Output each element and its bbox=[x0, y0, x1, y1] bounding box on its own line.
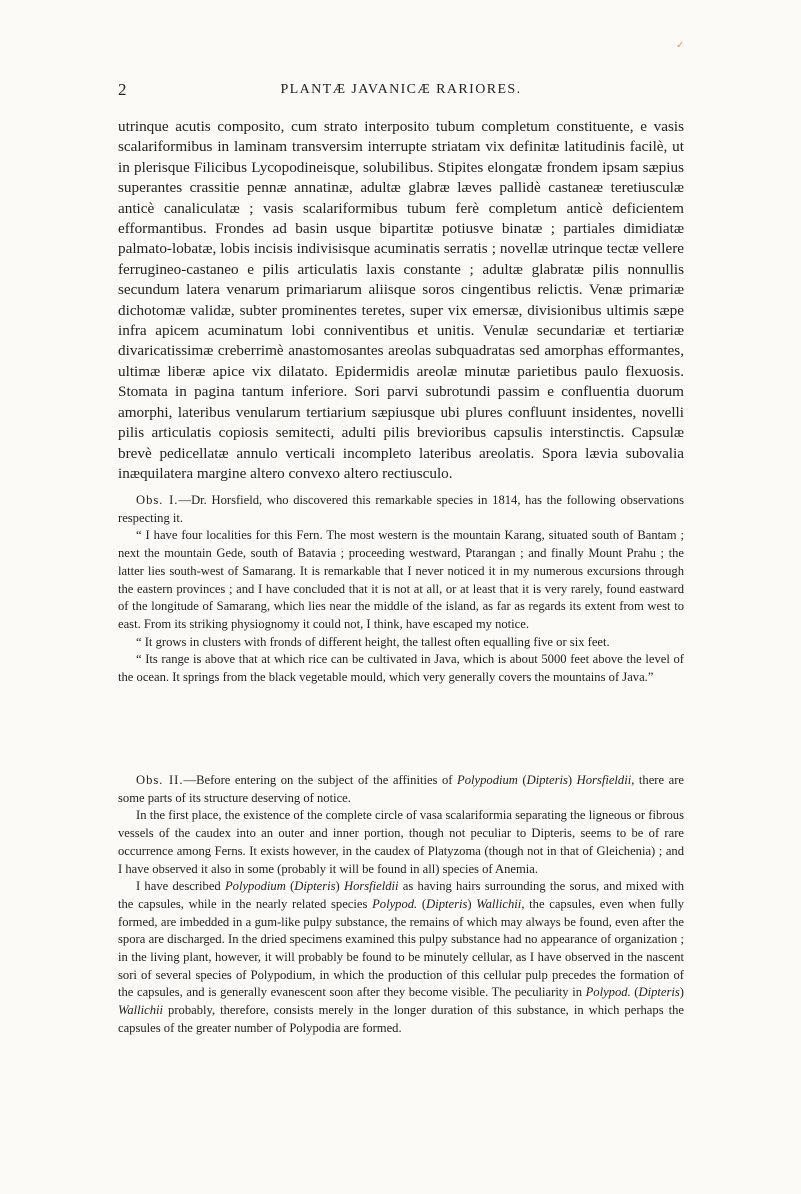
italic-run: Horsfieldii bbox=[576, 773, 632, 787]
italic-run: Polypodium bbox=[224, 879, 286, 894]
obs1-quote-2: “ It grows in clusters with fronds of different height, the tallest often equalling five or six feet. bbox=[136, 634, 610, 649]
italic-run: Wallichii bbox=[118, 1003, 164, 1018]
observation-1 bbox=[118, 492, 684, 687]
text-run: as having hairs surrounding the sorus, and mixed with the capsules, while in the nearly related species bbox=[118, 879, 685, 911]
observation-2 bbox=[118, 772, 684, 1038]
text-run: I have described bbox=[136, 879, 225, 894]
text-run: ) bbox=[567, 773, 577, 787]
text-run: ) bbox=[335, 879, 344, 894]
italic-run: Polypod. bbox=[585, 985, 631, 1000]
page-number: 2 bbox=[118, 80, 127, 99]
obs2-paragraph-3 bbox=[118, 878, 684, 1037]
text-run: ) bbox=[467, 896, 477, 911]
text-run: ( bbox=[285, 879, 295, 894]
italic-run: Dipteris bbox=[294, 879, 336, 894]
italic-run: Dipteris bbox=[638, 985, 680, 1000]
obs1-quote-3: “ Its range is above that at which rice can be cultivated in Java, which is about 5000 feet above the level of the ocean. It springs from the black vegetable mould, which very generally covers the mountains of Java.” bbox=[118, 652, 684, 685]
obs1-label: Obs. I. bbox=[136, 493, 179, 507]
obs1-intro-text: —Dr. Horsfield, who discovered this remarkable species in 1814, has the following observations respecting it. bbox=[118, 493, 685, 525]
obs1-intro bbox=[118, 492, 684, 527]
text-run: ( bbox=[417, 896, 427, 911]
text-run: , there are some parts of its structure deserving of notice. bbox=[118, 773, 684, 805]
text-run: —Before entering on the subject of the affinities of bbox=[183, 773, 458, 787]
obs2-paragraph-2: In the first place, the existence of the complete circle of vasa scalariformia separating the ligneous or fibrous vessels of the caudex into an outer and inner portion, though not peculiar to Dipteris, seems to be of rare occurrence among Ferns. It exists however, in the caudex of Platyzoma (though not in that of Gleichenia) ; and I have observed it also in some (probably it will be found in all) species of Anemia. bbox=[118, 808, 684, 876]
obs1-quote-1: “ I have four localities for this Fern. The most western is the mountain Karang, situated south of Bantam ; next the mountain Gede, south of Batavia ; proceeding westward, Ptarangan ; and finally Mount Prahu ; the latter lies south-west of Samarang. It is remarkable that I never noticed it in my numerous excursions through the eastern provinces ; and I have concluded that it is not at all, or at least that it is very rarely, found eastward of the longitude of Samarang, which lies near the middle of the island, as far as regards its extent from west to east. From its striking physiognomy it could not, I think, have escaped my notice. bbox=[118, 528, 684, 631]
text-run: probably, therefore, consists merely in the longer duration of this substance, in which perhaps the capsules of the greater number of Polypodia are formed. bbox=[118, 1003, 684, 1035]
italic-run: Dipteris bbox=[526, 773, 568, 787]
page-header bbox=[118, 80, 684, 102]
text-run: ( bbox=[630, 985, 639, 1000]
text-run: , the capsules, even when fully formed, are imbedded in a gum-like pulpy substance, the remains of which may always be found, even after the spora are discharged. In the dried specimens examined this pulpy substance had no appearance of organization ; in the living plant, however, it will probably be found to be minutely cellular, as I have observed in the nascent sori of several species of Polypodium, in which the production of this cellular pulp precedes the formation of the capsules, and is generally evanescent soon after they become visible. The peculiarity in bbox=[118, 896, 685, 1000]
italic-run: Wallichii bbox=[476, 896, 522, 911]
italic-run: Dipteris bbox=[426, 896, 468, 911]
running-title: PLANTÆ JAVANICÆ RARIORES. bbox=[280, 82, 522, 97]
text-run: ) bbox=[679, 985, 684, 1000]
latin-description: utrinque acutis composito, cum strato interposito tubum completum constituente, e vasis scalariformibus in laminam transversim interrupte striatam vix definitæ latitudinis facilè, ut in plerisque Filicibus Lycopodineisque, solubilibus. Stipites elongatæ frondem ipsam sæpius superantes crassitie pennæ annatinæ, adultæ glabræ læves pallidè castaneæ teretiusculæ anticè canaliculatæ ; vasis scalariformibus tubum ferè completum anticè deficientem efformantibus. Frondes ad basin usque bipartitæ potiusve binatæ ; partiales dimidiatæ palmato-lobatæ, lobis incisis indivisisque acuminatis serratis ; novellæ utrinque tectæ vellere ferrugineo-castaneo e pilis articulatis laxis constante ; adultæ glabratæ pilis nonnullis secundum latera venarum primariarum aliisque soros cingentibus relictis. Venæ primariæ dichotomæ validæ, subter prominentes teretes, super vix emersæ, divisionibus ultimis sæpe infra apicem acuminatum lobi conniventibus et unitis. Venulæ secundariæ et tertiariæ divaricatissimæ creberrimè anastomosantes areolas subquadratas sed amorphas efformantes, ultimæ liberæ apice vix dilatato. Epidermidis areolæ minutæ parietibus paulo flexuosis. Stomata in pagina tantum inferiore. Sori parvi subrotundi passim e confluentia duorum amorphi, lateribus venularum tertiarium sæpiusque ubi plures confluunt insidentes, novelli pilis articulatis copiosis semitecti, adulti pilis brevioribus capsulis interstinctis. Capsulæ brevè pedicellatæ annulo verticali incompleto lateribus areolatis. Spora lævia subovalia inæquilatera margine altero convexo altero rectiusculo. bbox=[118, 118, 684, 482]
obs2-paragraph-1 bbox=[118, 772, 684, 807]
text-run: ( bbox=[517, 773, 527, 787]
italic-run: Polypod. bbox=[372, 896, 418, 911]
pencil-mark: ✓ bbox=[676, 40, 685, 51]
italic-run: Horsfieldii bbox=[343, 879, 399, 894]
italic-run: Polypodium bbox=[457, 773, 518, 787]
obs2-label: Obs. II. bbox=[136, 773, 184, 787]
